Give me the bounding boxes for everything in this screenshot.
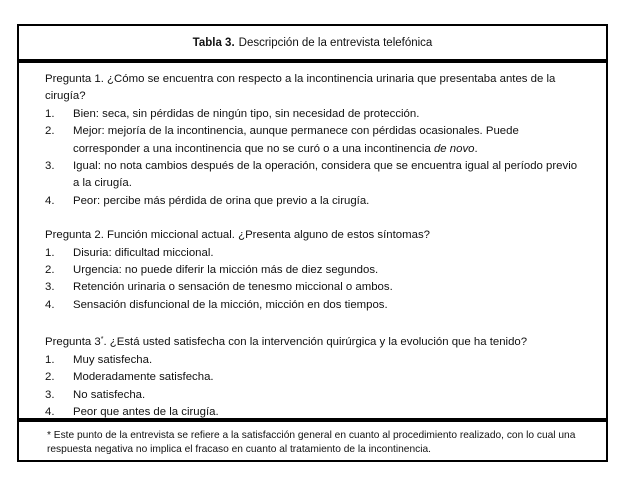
question-2-option: 4. Sensación disfuncional de la micción, micción en dos tiempos.: [45, 298, 388, 311]
table-frame: [17, 24, 608, 462]
question-2-option: 3. Retención urinaria o sensación de tenesmo miccional o ambos.: [45, 281, 393, 294]
question-3-option: 1. Muy satisfecha.: [45, 353, 153, 366]
question-1-option: 4. Peor: percibe más pérdida de orina que previo a la cirugía.: [45, 194, 370, 207]
question-3-option: 3. No satisfecha.: [45, 388, 146, 401]
question-1-option: 3. Igual: no nota cambios después de la operación, considera que se encuentra igual al período previo a la cirugía.: [45, 160, 578, 190]
question-2-option: 1. Disuria: dificultad miccional.: [45, 246, 214, 259]
question-3-option: 2. Moderadamente satisfecha.: [45, 371, 214, 384]
divider-top: [19, 59, 606, 63]
question-1-option: 1. Bien: seca, sin pérdidas de ningún tipo, sin necesidad de protección.: [45, 107, 420, 120]
table-title: [19, 26, 606, 59]
question-3-option: 4. Peor que antes de la cirugía.: [45, 405, 219, 418]
table-body: [45, 71, 585, 421]
question-3: Pregunta 3*. ¿Está usted satisfecha con la intervención quirúrgica y la evolución que ha tenido?: [45, 336, 528, 349]
table-title-text: Descripción de la entrevista telefónica: [238, 36, 433, 49]
question-1: Pregunta 1. ¿Cómo se encuentra con respecto a la incontinencia urinaria que presentaba antes de la cirugía?: [45, 73, 556, 103]
table-title-label: Tabla 3.: [192, 36, 235, 49]
question-2: Pregunta 2. Función miccional actual. ¿Presenta alguno de estos síntomas?: [45, 229, 430, 242]
table-footnote: * Este punto de la entrevista se refiere a la satisfacción general en cuanto al procedimiento realizado, con lo cual una respuesta negativa no implica el fracaso en cuanto al tratamiento de la incontinencia.: [47, 430, 576, 455]
footnote-marker: *: [100, 336, 104, 344]
question-1-option: 2. Mejor: mejoría de la incontinencia, aunque permanece con pérdidas ocasionales. Puede corresponder a una incontinencia que no se curó o a una incontinencia de novo.: [45, 125, 519, 155]
divider-bottom: [19, 418, 606, 422]
question-2-option: 2. Urgencia: no puede diferir la micción más de diez segundos.: [45, 264, 379, 277]
